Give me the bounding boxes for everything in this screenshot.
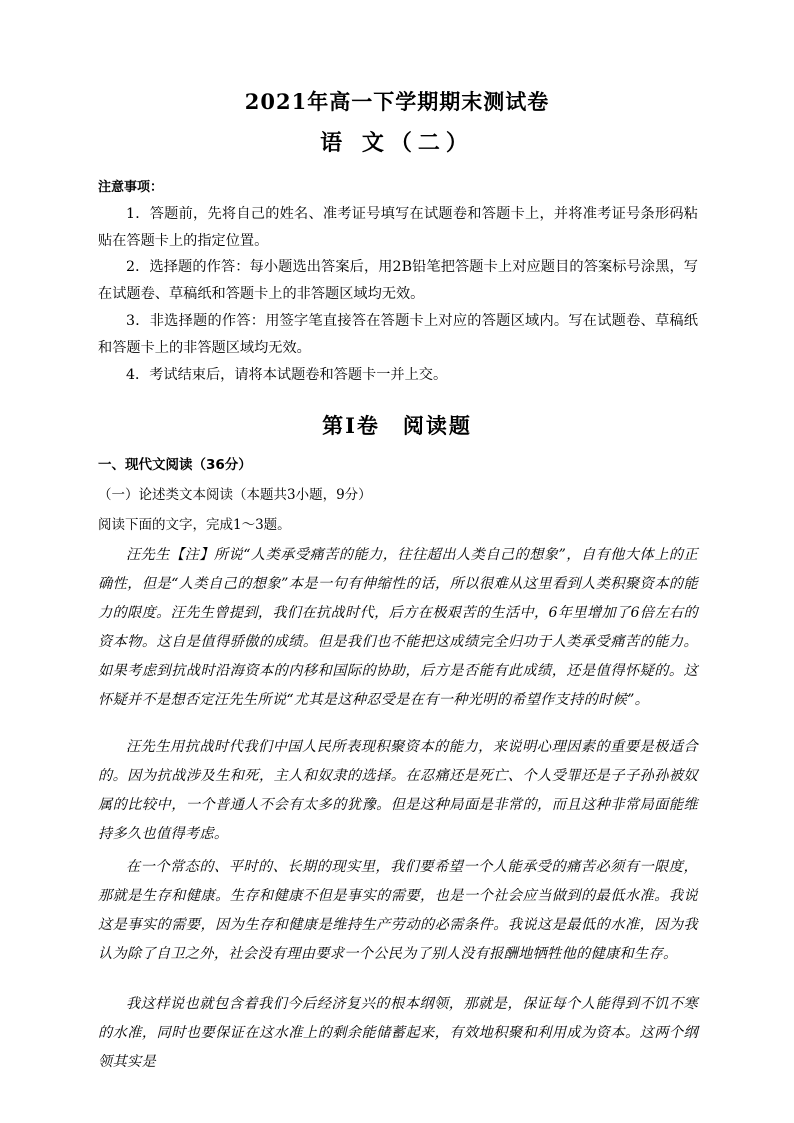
notice-heading: 注意事项： <box>98 180 164 195</box>
passage-paragraph-1: 汪先生【注】所说“人类承受痛苦的能力，往往超出人类自己的想象”，自有他大体上的正确性，但是“人类自己的想象”本是一句有伸缩性的话，所以很难从这里看到人类积聚资本的能力的限度。汪先生曾提到，我们在抗战时代，后方在极艰苦的生活中，6年里增加了6倍左右的资本物。这自是值得骄傲的成绩。但是我们也不能把这成绩完全归功于人类承受痛苦的能力。如果考虑到抗战时沿海资本的内移和国际的协助，后方是否能有此成绩，还是值得怀疑的。这怀疑并不是想否定汪先生所说“尤其是这种忍受是在有一种光明的希望作支持的时候”。 <box>98 547 698 708</box>
volume-title: 第Ⅰ卷 阅读题 <box>322 413 472 438</box>
passage-paragraph-4: 我这样说也就包含着我们今后经济复兴的根本纲领，那就是，保证每个人能得到不饥不寒的水准，同时也要保证在这水准上的剩余能储蓄起来，有效地积聚和利用成为资本。这两个纲领其实是 <box>98 996 698 1070</box>
passage-paragraph-2: 汪先生用抗战时代我们中国人民所表现积聚资本的能力，来说明心理因素的重要是极适合的。因为抗战涉及生和死，主人和奴隶的选择。在忍痛还是死亡、个人受罪还是子子孙孙被奴属的比较中，一个普通人不会有太多的犹豫。但是这种局面是非常的，而且这种非常局面能维持多久也值得考虑。 <box>98 739 698 842</box>
instruction-text: 阅读下面的文字，完成1～3题。 <box>98 517 291 533</box>
notice-item-4: 4．考试结束后，请将本试题卷和答题卡一并上交。 <box>126 367 448 383</box>
section-heading: 一、现代文阅读（36分） <box>98 457 252 473</box>
notice-item-2: 2．选择题的作答：每小题选出答案后，用2B铅笔把答题卡上对应题目的答案标号涂黑，写在试题卷、草稿纸和答题卡上的非答题区域均无效。 <box>98 259 698 302</box>
subject-title: 语 文（二） <box>320 130 474 156</box>
notice-item-1: 1．答题前，先将自己的姓名、准考证号填写在试题卷和答题卡上，并将准考证号条形码粘贴在答题卡上的指定位置。 <box>98 206 698 249</box>
sub-section-heading: （一）论述类文本阅读（本题共3小题，9分） <box>98 487 372 503</box>
notice-item-3: 3．非选择题的作答：用签字笔直接答在答题卡上对应的答题区域内。写在试题卷、草稿纸和答题卡上的非答题区域均无效。 <box>98 313 698 356</box>
passage-paragraph-3: 在一个常态的、平时的、长期的现实里，我们要希望一个人能承受的痛苦必须有一限度，那就是生存和健康。生存和健康不但是事实的需要，也是一个社会应当做到的最低水准。我说这是事实的需要，因为生存和健康是维持生产劳动的必需条件。我说这是最低的水准，因为我认为除了自卫之外，社会没有理由要求一个公民为了别人没有报酬地牺牲他的健康和生存。 <box>98 859 698 962</box>
exam-title: 2021年高一下学期期末测试卷 <box>244 89 550 114</box>
